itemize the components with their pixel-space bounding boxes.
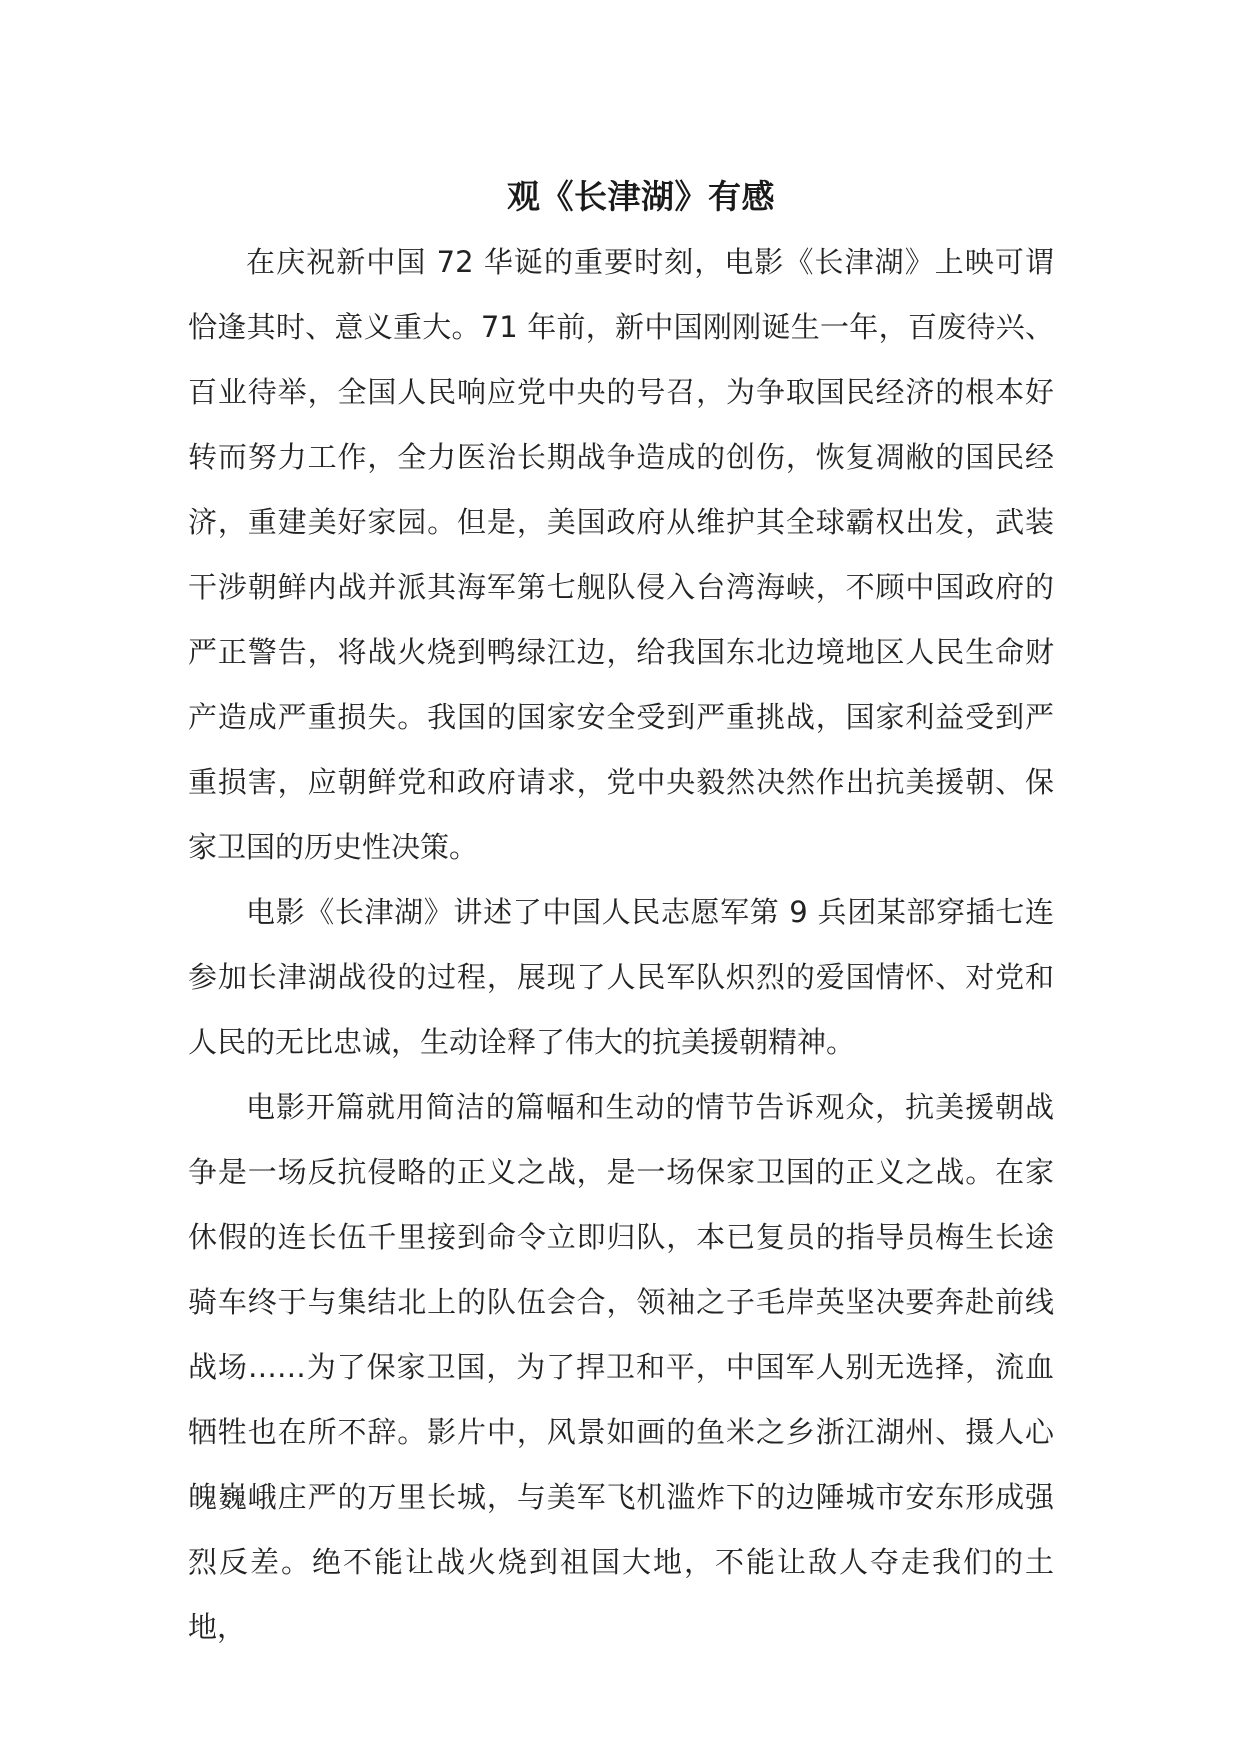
paragraph-2: 电影《长津湖》讲述了中国人民志愿军第 9 兵团某部穿插七连参加长津湖战役的过程，展现了人民军队炽烈的爱国情怀、对党和人民的无比忠诚，生动诠释了伟大的抗美援朝精神。 [188, 895, 1054, 1059]
paragraph-3: 电影开篇就用简洁的篇幅和生动的情节告诉观众，抗美援朝战争是一场反抗侵略的正义之战，是一场保家卫国的正义之战。在家休假的连长伍千里接到命令立即归队，本已复员的指导员梅生长途骑车终于与集结北上的队伍会合，领袖之子毛岸英坚决要奔赴前线战场……为了保家卫国，为了捍卫和平，中国军人别无选择，流血牺牲也在所不辞。影片中，风景如画的鱼米之乡浙江湖州、摄人心魄巍峨庄严的万里长城，与美军飞机滥炸下的边陲城市安东形成强烈反差。绝不能让战火烧到祖国大地，不能让敌人夺走我们的土地， [188, 1090, 1054, 1644]
document-page [188, 168, 1054, 1660]
paragraph-1: 在庆祝新中国 72 华诞的重要时刻，电影《长津湖》上映可谓恰逢其时、意义重大。71 年前，新中国刚刚诞生一年，百废待兴、百业待举，全国人民响应党中央的号召，为争取国民经济的根本好转而努力工作，全力医治长期战争造成的创伤，恢复凋敝的国民经济，重建美好家园。但是，美国政府从维护其全球霸权出发，武装干涉朝鲜内战并派其海军第七舰队侵入台湾海峡，不顾中国政府的严正警告，将战火烧到鸭绿江边，给我国东北边境地区人民生命财产造成严重损失。我国的国家安全受到严重挑战，国家利益受到严重损害，应朝鲜党和政府请求，党中央毅然决然作出抗美援朝、保家卫国的历史性决策。 [188, 245, 1054, 864]
document-title: 观《长津湖》有感 [507, 177, 775, 216]
